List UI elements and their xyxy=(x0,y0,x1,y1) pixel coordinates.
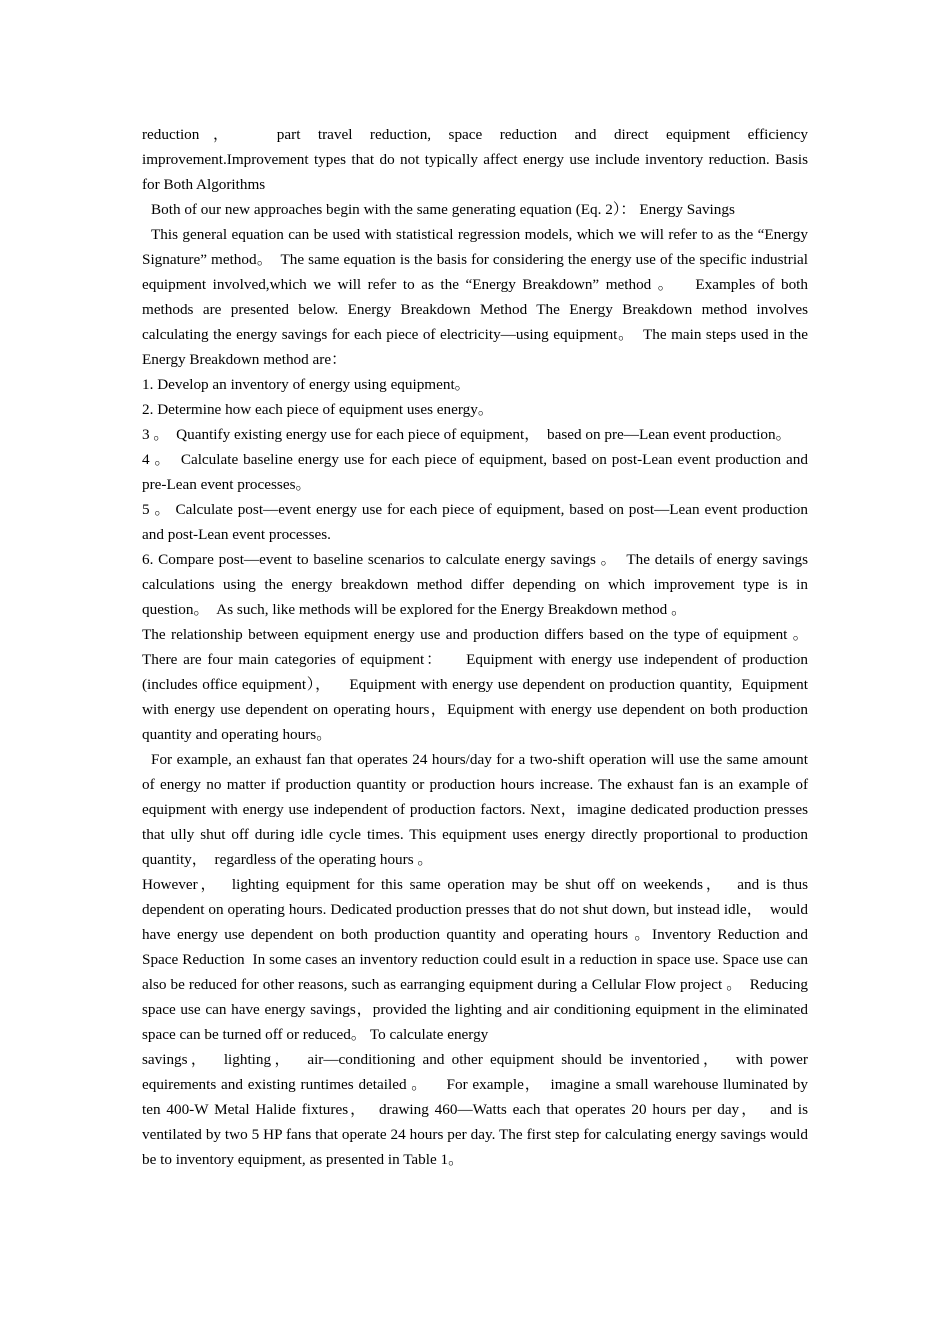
list-item-6: 6. Compare post—event to baseline scenarios to calculate energy savings 。 The details of energy savings calculations using the energy breakdown method differ depending on which improvement type is in question。 As such, like methods will be explored for the Energy Breakdown method 。 xyxy=(142,551,812,618)
list-item-1: 1. Develop an inventory of energy using equipment。 xyxy=(142,376,470,393)
paragraph-1: reduction， part travel reduction, space reduction and direct equipment efficiency improvement.Improvement types that do not typically affect energy use include inventory reduction. Basis for Both Algorithms xyxy=(142,126,812,193)
paragraph-3: This general equation can be used with statistical regression models, which we will refer to as the “Energy Signature” method。 The same equation is the basis for considering the energy use of the specific industrial equipment involved,which we will refer to as the “Energy Breakdown” method 。 Examples of both methods are presented below. Energy Breakdown Method The Energy Breakdown method involves calculating the energy savings for each piece of electricity—using equipment。 The main steps used in the Energy Breakdown method are： xyxy=(142,226,812,368)
paragraph-equipment-categories: The relationship between equipment energy use and production differs based on the type of equipment 。 There are four main categories of equipment： Equipment with energy use independent of production (includes office equipment）， Equipment with energy use dependent on production quantity, Equipment with energy use dependent on operating hours，Equipment with energy use dependent on both production quantity and operating hours。 xyxy=(142,626,816,743)
list-item-4: 4 。 Calculate baseline energy use for each piece of equipment, based on post-Lean event production and pre-Lean event processes。 xyxy=(142,451,812,493)
list-item-3: 3 。 Quantify existing energy use for each piece of equipment， based on pre—Lean event production。 xyxy=(142,426,791,443)
body-text-column xyxy=(142,122,816,1172)
paragraph-exhaust-fan-example: For example, an exhaust fan that operates 24 hours/day for a two-shift operation will use the same amount of energy no matter if production quantity or production hours increase. The exhaust fan is an example of equipment with energy use independent of production factors. Next，imagine dedicated production presses that ully shut off during idle cycle times. This equipment uses energy directly proportional to production quantity， regardless of the operating hours 。 xyxy=(142,751,812,868)
paragraph-warehouse-example: savings， lighting， air—conditioning and other equipment should be inventoried， with power equirements and existing runtimes detailed 。 For example， imagine a small warehouse lluminated by ten 400-W Metal Halide fixtures， drawing 460—Watts each that operates 20 hours per day， and is ventilated by two 5 HP fans that operate 24 hours per day. The first step for calculating energy savings would be to inventory equipment, as presented in Table 1。 xyxy=(142,1051,812,1168)
paragraph-inventory-space-reduction: However， lighting equipment for this same operation may be shut off on weekends， and is thus dependent on operating hours. Dedicated production presses that do not shut down, but instead idle， would have energy use dependent on both production quantity and operating hours 。Inventory Reduction and Space Reduction In some cases an inventory reduction could esult in a reduction in space use. Space use can also be reduced for other reasons, such as earranging equipment during a Cellular Flow project 。 Reducing space use can have energy savings，provided the lighting and air conditioning equipment in the eliminated space can be turned off or reduced。 To calculate energy xyxy=(142,876,812,1043)
paragraph-2: Both of our new approaches begin with the same generating equation (Eq. 2）： Energy Savings xyxy=(151,201,735,218)
list-item-5: 5 。 Calculate post—event energy use for each piece of equipment, based on post—Lean event production and post-Lean event processes. xyxy=(142,501,812,543)
list-item-2: 2. Determine how each piece of equipment uses energy。 xyxy=(142,401,494,418)
